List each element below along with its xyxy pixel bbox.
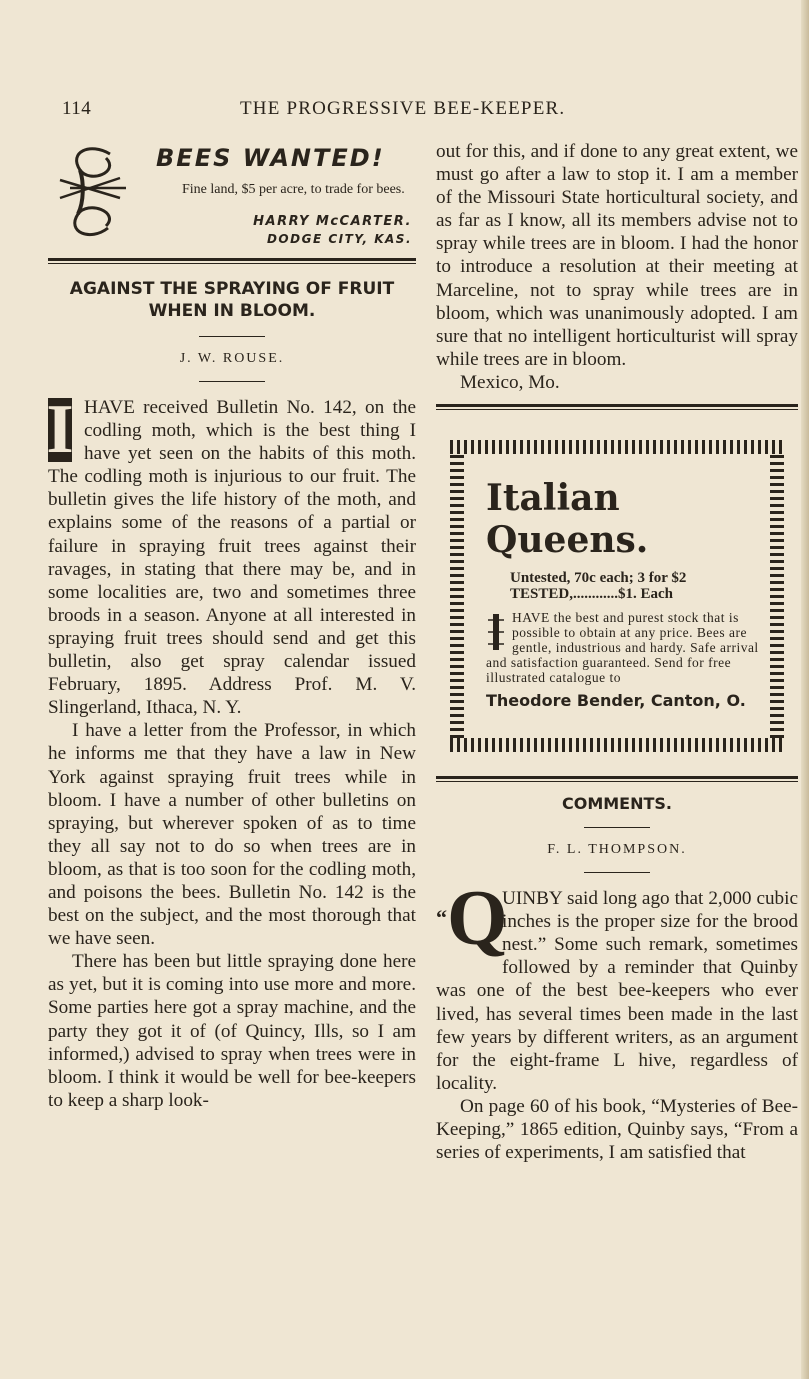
page-edge-shadow	[801, 0, 809, 1379]
ad-inner	[486, 478, 760, 710]
ad-text: Fine land, $5 per acre, to trade for bees.	[182, 182, 405, 197]
drop-cap-letter: I	[46, 391, 74, 468]
article-paragraph: There has been but little spraying done here as yet, but it is coming into use more and more. Some parties here got a spray machine, and the party they got it of (of Quincy, Ills, so I am informed,) advised to spray when trees were in bloom. I think it would be well for bee-keepers to keep a sharp look-	[48, 951, 416, 1111]
article-place-line: Mexico, Mo.	[460, 371, 560, 393]
comments-title: COMMENTS.	[561, 794, 673, 814]
paragraph-text: UINBY said long ago that 2,000 cubic inches is the proper size for the brood nest.” Some such remark, sometimes followed by a reminder that Quinby was one of the best bee-keepers who ever lived, has several times been made in the last few years by different writers, as an argument for the eight-frame L hive, regardless of locality.	[436, 888, 798, 1094]
open-quote: “	[436, 905, 447, 931]
article-title: AGAINST THE SPRAYING OF FRUIT WHEN IN BLOOM.	[69, 279, 395, 321]
section-divider	[436, 776, 798, 782]
running-head	[62, 98, 762, 122]
ad-description	[486, 610, 760, 685]
ad-line-italian: Italian	[486, 477, 620, 520]
flourish-ornament-icon	[50, 142, 134, 242]
ad-signature: Theodore Bender, Canton, O.	[486, 691, 746, 711]
ornamental-initial-icon	[486, 612, 506, 652]
right-column	[436, 140, 798, 1164]
section-divider	[436, 404, 798, 410]
comments-byline-rule	[584, 872, 650, 873]
comments-paragraph	[436, 874, 798, 1095]
article-paragraph	[46, 391, 416, 719]
comments-rule	[584, 827, 650, 828]
article-continuation: out for this, and if done to any great extent, we must go after a law to stop it. I am a member of the Missouri State horticultural society, and as far as I know, all its members advise not to spray while trees are in bloom. I had the honor to introduce a resolution at their meeting at Marceline, not to spray while trees are in bloom, which was unanimously adopted. I am sure that no intelligent horticulturist will spray while trees are in bloom.	[436, 141, 798, 370]
ad-price-untested: Untested, 70c each; 3 for $2	[510, 570, 687, 587]
article-byline: J. W. ROUSE.	[179, 351, 285, 366]
drop-cap-q: Q	[447, 874, 508, 962]
article-paragraph: I have a letter from the Professor, in which he informs me that they have a law in New York against spraying fruit trees while in bloom. I have a number of other bulletins on spraying, but wherever spoken of as to time they all say not to do so when trees are in bloom, as that is too soon for the codling moth, and poisons the bees. Bulletin No. 142 is the best on the subject, and the most thorough that we have seen.	[48, 720, 416, 950]
ad-description-text: HAVE the best and purest stock that is possible to obtain at any price. Bees are gentle, industrious and hardy. Safe arrival and satisfaction guaranteed. Send for free illustrated catalogue to	[486, 610, 759, 686]
title-rule	[199, 336, 265, 337]
comments-paragraph: On page 60 of his book, “Mysteries of Bee-Keeping,” 1865 edition, Quinby says, “From a series of experiments, I am satisfied that	[436, 1095, 798, 1164]
ad-line-queens: Queens.	[486, 519, 649, 562]
byline-rule	[199, 381, 265, 382]
ad-advertiser-name: HARRY McCARTER.	[253, 214, 412, 229]
italian-queens-ad	[436, 426, 798, 766]
journal-title: THE PROGRESSIVE BEE-KEEPER.	[240, 98, 566, 119]
ad-price-tested: TESTED,............$1. Each	[510, 586, 673, 603]
left-column	[48, 140, 416, 1112]
page-number: 114	[62, 98, 92, 119]
ad-headline: BEES WANTED!	[156, 144, 385, 172]
bees-wanted-ad	[48, 140, 416, 248]
paragraph-text: HAVE received Bulletin No. 142, on the codling moth, which is the best thing I have yet seen on the habits of this moth. The codling moth is injurious to our fruit. The bulletin gives the life history of the moth, and explains some of the reasons of a partial or failure in spraying fruit trees against their ravages, in stating that there may be, and in some localities are, two and sometimes three broods in a season. Anyone at all interested in spraying fruit trees should send and get this bulletin, also get spray calendar issued February, 1895. Address Prof. M. V. Slingerland, Ithaca, N. Y.	[48, 397, 416, 719]
drop-cap-letter	[436, 874, 508, 962]
comments-byline: F. L. THOMPSON.	[547, 842, 687, 858]
ad-advertiser-place: DODGE CITY, KAS.	[266, 232, 412, 246]
section-divider	[48, 258, 416, 264]
